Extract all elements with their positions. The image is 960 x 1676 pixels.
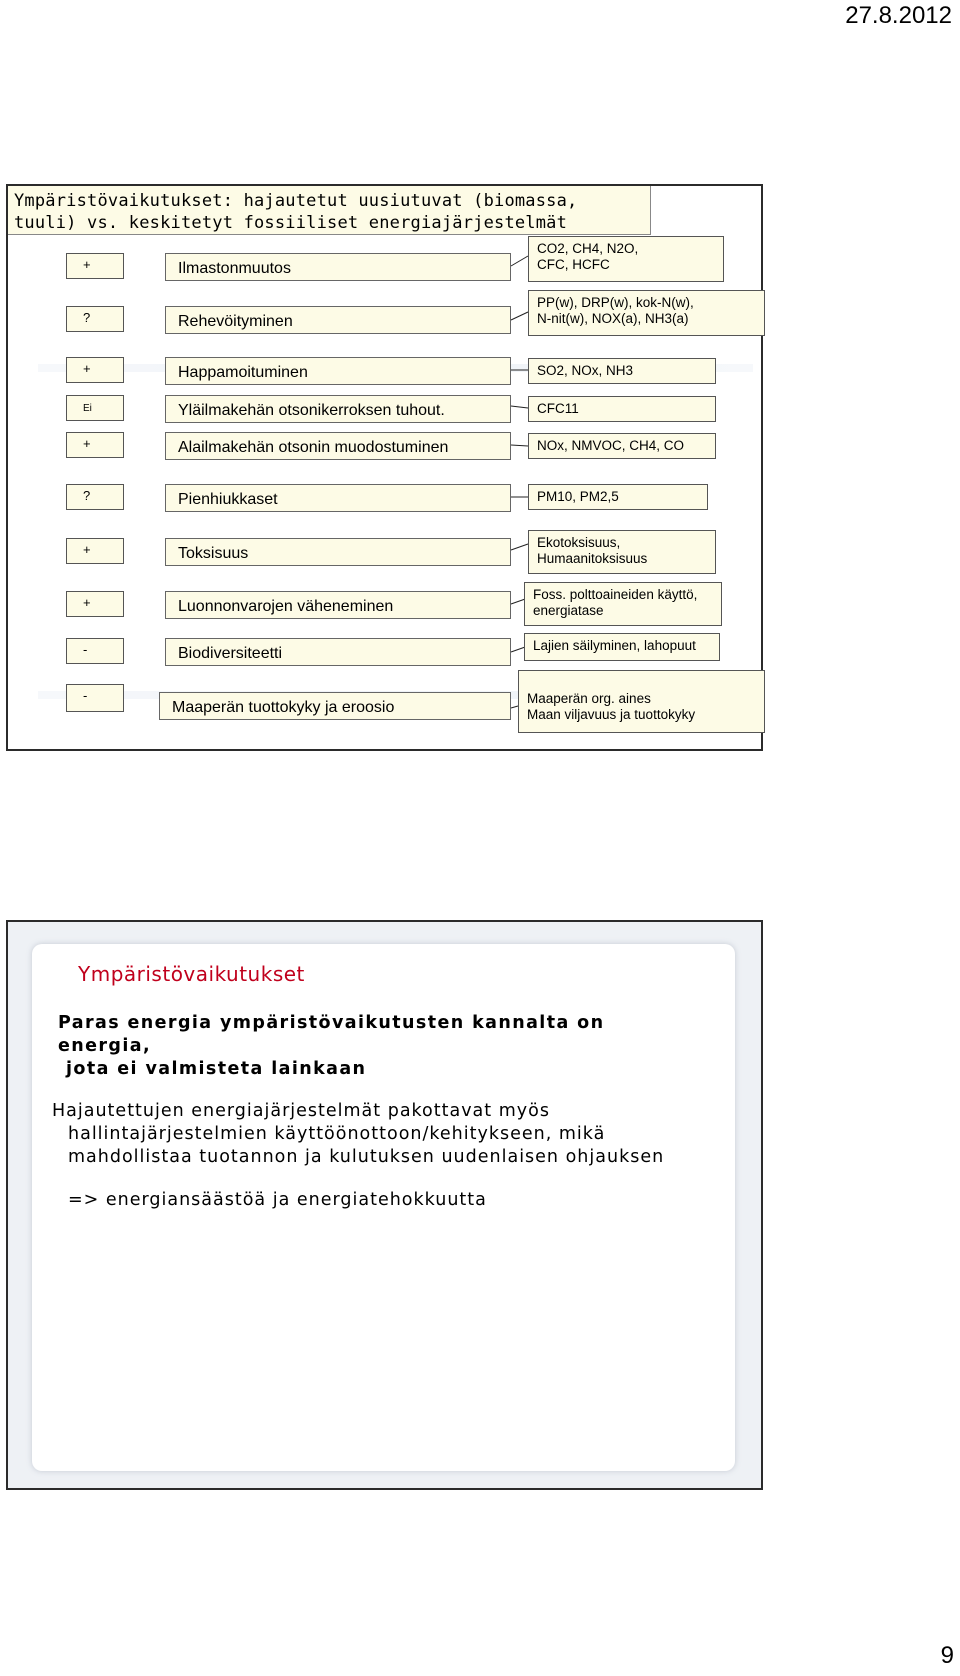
cause-box bbox=[528, 290, 765, 336]
cause-line-1: CFC11 bbox=[537, 401, 579, 416]
key-statement-line-2: jota ei valmisteta lainkaan bbox=[66, 1059, 367, 1079]
body-line-3: mahdollistaa tuotannon ja kulutuksen uudenlaisen ohjauksen bbox=[68, 1147, 665, 1167]
slide-title: Ympäristövaikutukset bbox=[78, 962, 305, 986]
effect-label: Luonnonvarojen väheneminen bbox=[165, 591, 511, 619]
cause-line-2: CFC, HCFC bbox=[537, 257, 610, 272]
cause-line-1: PM10, PM2,5 bbox=[537, 489, 619, 504]
sign-marker: - bbox=[66, 638, 124, 664]
cause-box bbox=[518, 670, 765, 733]
body-line-1: Hajautettujen energiajärjestelmät pakottavat myös bbox=[52, 1101, 550, 1121]
cause-box bbox=[528, 396, 716, 422]
cause-line-2: N-nit(w), NOX(a), NH3(a) bbox=[537, 311, 689, 326]
slide-environmental-impacts-text bbox=[6, 920, 763, 1490]
cause-box bbox=[528, 358, 716, 384]
effect-label: Rehevöityminen bbox=[165, 306, 511, 334]
effect-label: Ilmastonmuutos bbox=[165, 253, 511, 281]
effect-label: Yläilmakehän otsonikerroksen tuhout. bbox=[165, 395, 511, 423]
effect-label: Alailmakehän otsonin muodostuminen bbox=[165, 432, 511, 460]
cause-box bbox=[524, 582, 722, 626]
cause-line-1: Foss. polttoaineiden käyttö, bbox=[533, 587, 698, 602]
sign-marker: - bbox=[66, 684, 124, 712]
effect-label: Biodiversiteetti bbox=[165, 638, 511, 666]
cause-box bbox=[528, 433, 716, 459]
header-date: 27.8.2012 bbox=[845, 2, 952, 29]
body-line-2: hallintajärjestelmien käyttöönottoon/kehitykseen, mikä bbox=[68, 1124, 606, 1144]
conclusion-line: => energiansäästöä ja energiatehokkuutta bbox=[68, 1190, 487, 1210]
cause-box bbox=[528, 530, 716, 574]
effect-label: Maaperän tuottokyky ja eroosio bbox=[159, 692, 511, 720]
cause-line-1: CO2, CH4, N2O, bbox=[537, 241, 639, 256]
sign-marker: Ei bbox=[66, 395, 124, 421]
cause-box bbox=[528, 236, 724, 282]
cause-line-1: Lajien säilyminen, lahopuut bbox=[533, 638, 696, 653]
sign-marker: ? bbox=[66, 306, 124, 332]
page-number: 9 bbox=[940, 1642, 954, 1669]
cause-line-1: Maaperän org. aines bbox=[527, 691, 651, 706]
slide-title-line-1: Ympäristövaikutukset: hajautetut uusiutuvat (biomassa, bbox=[14, 191, 578, 211]
cause-box bbox=[524, 633, 720, 661]
sign-marker: + bbox=[66, 432, 124, 458]
effect-label: Toksisuus bbox=[165, 538, 511, 566]
cause-line-1: NOx, NMVOC, CH4, CO bbox=[537, 438, 685, 453]
cause-line-2: energiatase bbox=[533, 603, 604, 618]
key-statement bbox=[58, 1012, 698, 1081]
effect-label: Pienhiukkaset bbox=[165, 484, 511, 512]
slide-environmental-impacts-table bbox=[6, 184, 763, 751]
cause-line-2: Humaanitoksisuus bbox=[537, 551, 648, 566]
slide-title-line-2: tuuli) vs. keskitetyt fossiiliset energiajärjestelmät bbox=[14, 213, 568, 233]
sign-marker: ? bbox=[66, 484, 124, 510]
sign-marker: + bbox=[66, 591, 124, 617]
sign-marker: + bbox=[66, 357, 124, 383]
cause-line-1: PP(w), DRP(w), kok-N(w), bbox=[537, 295, 694, 310]
effect-label: Happamoituminen bbox=[165, 357, 511, 385]
cause-line-2: Maan viljavuus ja tuottokyky bbox=[527, 707, 696, 722]
sign-marker: + bbox=[66, 538, 124, 564]
cause-box bbox=[528, 484, 708, 510]
sign-marker: + bbox=[66, 253, 124, 279]
cause-line-1: SO2, NOx, NH3 bbox=[537, 363, 634, 378]
key-statement-line-1: Paras energia ympäristövaikutusten kannalta on energia, bbox=[58, 1013, 605, 1056]
body-paragraph bbox=[52, 1100, 732, 1169]
cause-line-1: Ekotoksisuus, bbox=[537, 535, 621, 550]
